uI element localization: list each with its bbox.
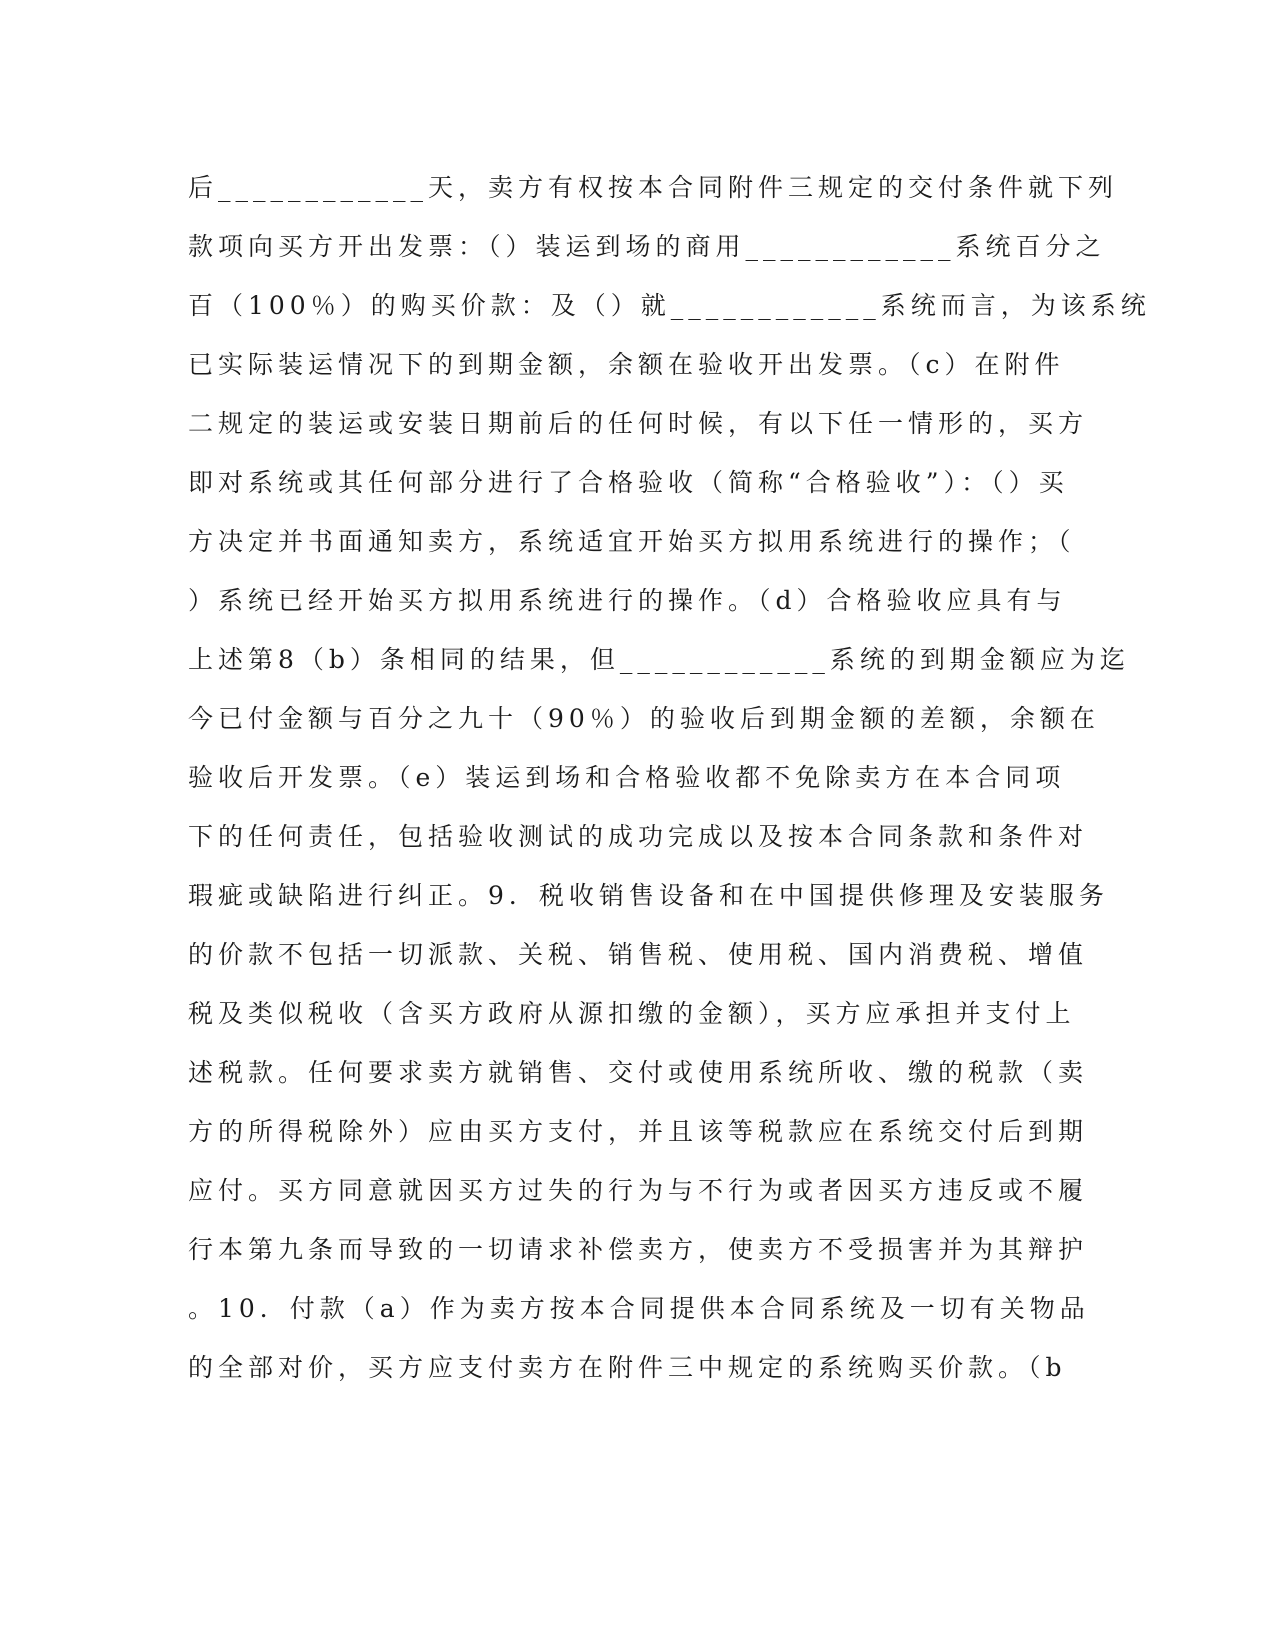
text-line: 今已付金额与百分之九十（90％）的验收后到期金额的差额，余额在 bbox=[188, 704, 1100, 733]
text-line: 二规定的装运或安装日期前后的任何时候，有以下任一情形的，买方 bbox=[188, 409, 1089, 438]
text-line: 款项向买方开出发票：（）装运到场的商用____________系统百分之 bbox=[188, 232, 1106, 261]
text-line: 验收后开发票。（e）装运到场和合格验收都不免除卖方在本合同项 bbox=[188, 763, 1066, 792]
text-line: 。10．付款（a）作为卖方按本合同提供本合同系统及一切有关物品 bbox=[188, 1294, 1090, 1323]
text-line: ）系统已经开始买方拟用系统进行的操作。（d）合格验收应具有与 bbox=[188, 586, 1067, 615]
text-line: 已实际装运情况下的到期金额，余额在验收开出发票。（c）在附件 bbox=[188, 350, 1065, 379]
text-line: 应付。买方同意就因买方过失的行为与不行为或者因买方违反或不履 bbox=[188, 1176, 1089, 1205]
text-line: 后____________天，卖方有权按本合同附件三规定的交付条件就下列 bbox=[188, 173, 1119, 202]
text-line: 下的任何责任，包括验收测试的成功完成以及按本合同条款和条件对 bbox=[188, 822, 1089, 851]
text-line: 的全部对价，买方应支付卖方在附件三中规定的系统购买价款。（b bbox=[188, 1353, 1067, 1382]
text-line: 瑕疵或缺陷进行纠正。9．税收销售设备和在中国提供修理及安装服务 bbox=[188, 881, 1109, 910]
text-line: 上述第8（b）条相同的结果，但____________系统的到期金额应为迄 bbox=[188, 645, 1130, 674]
text-line: 方决定并书面通知卖方，系统适宜开始买方拟用系统进行的操作；（ bbox=[188, 527, 1076, 556]
text-line: 百（100％）的购买价款：及（）就____________系统而言，为该系统 bbox=[188, 291, 1151, 320]
text-line: 税及类似税收（含买方政府从源扣缴的金额），买方应承担并支付上 bbox=[188, 999, 1076, 1028]
text-line: 即对系统或其任何部分进行了合格验收（简称“合格验收”）：（）买 bbox=[188, 468, 1069, 497]
text-line: 述税款。任何要求卖方就销售、交付或使用系统所收、缴的税款（卖 bbox=[188, 1058, 1089, 1087]
text-line: 行本第九条而导致的一切请求补偿卖方，使卖方不受损害并为其辩护 bbox=[188, 1235, 1089, 1264]
contract-body-text bbox=[188, 158, 1151, 1397]
text-line: 的价款不包括一切派款、关税、销售税、使用税、国内消费税、增值 bbox=[188, 940, 1089, 969]
text-line: 方的所得税除外）应由买方支付，并且该等税款应在系统交付后到期 bbox=[188, 1117, 1089, 1146]
